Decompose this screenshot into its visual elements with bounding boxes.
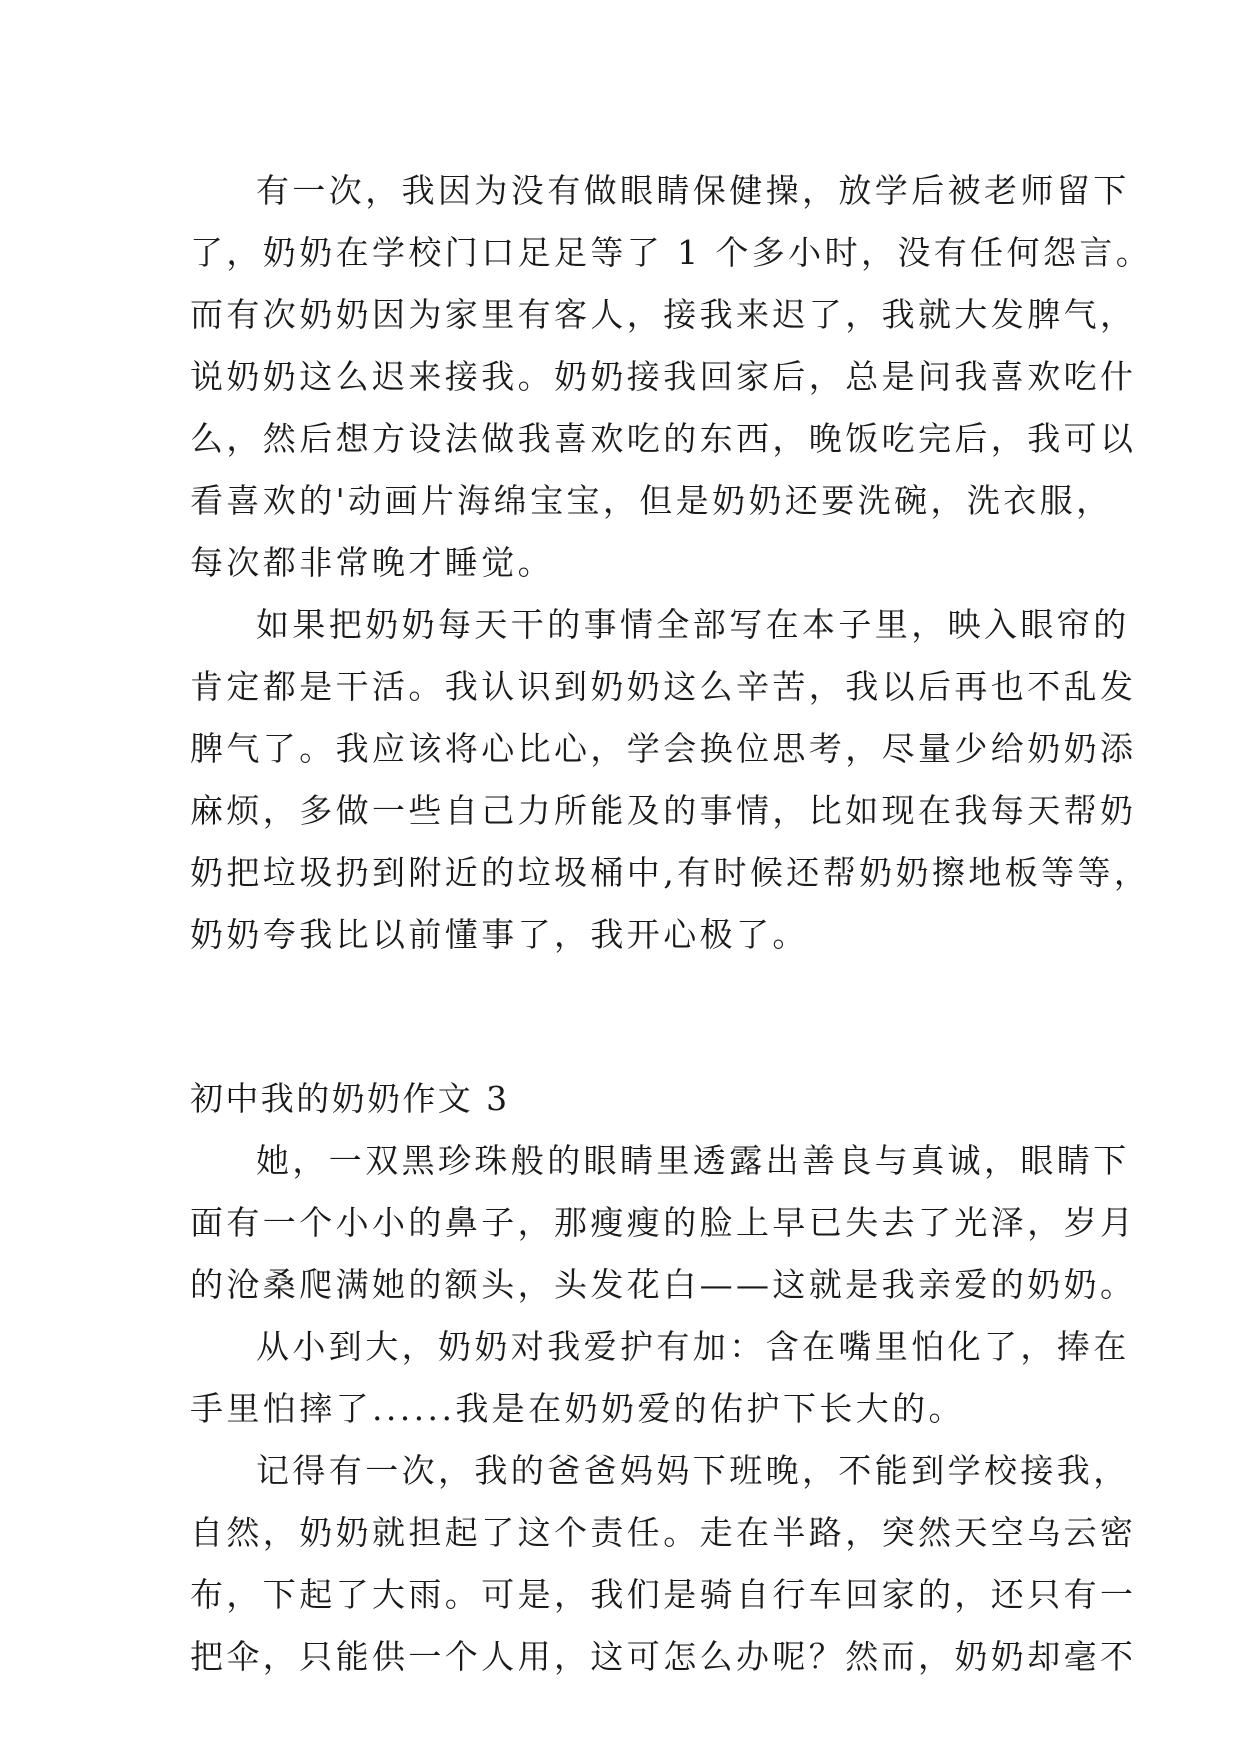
text-line: 了，奶奶在学校门口足足等了 1 个多小时，没有任何怨言。 xyxy=(190,233,1153,272)
text-line: 布，下起了大雨。可是，我们是骑自行车回家的，还只有一 xyxy=(190,1575,1137,1614)
section-title: 初中我的奶奶作文 3 xyxy=(190,1079,510,1118)
text-line: 记得有一次，我的爸爸妈妈下班晚，不能到学校接我， xyxy=(256,1451,1130,1490)
paragraph xyxy=(190,1130,1137,1316)
text-line: 么，然后想方设法做我喜欢吃的东西，晚饭吃完后，我可以 xyxy=(190,419,1137,458)
text-line: 脾气了。我应该将心比心，学会换位思考，尽量少给奶奶添 xyxy=(190,729,1137,768)
text-line: 手里怕摔了......我是在奶奶爱的佑护下长大的。 xyxy=(190,1389,965,1428)
text-line: 自然，奶奶就担起了这个责任。走在半路，突然天空乌云密 xyxy=(190,1513,1137,1552)
text-line: 面有一个小小的鼻子，那瘦瘦的脸上早已失去了光泽，岁月 xyxy=(190,1203,1137,1242)
text-line: 从小到大，奶奶对我爱护有加：含在嘴里怕化了，捧在 xyxy=(256,1327,1130,1366)
text-line: 每次都非常晚才睡觉。 xyxy=(190,543,554,582)
paragraph xyxy=(190,594,1151,1028)
text-line: 看喜欢的'动画片海绵宝宝，但是奶奶还要洗碗，洗衣服， xyxy=(190,481,1113,520)
section-spacer xyxy=(190,1028,1070,1068)
text-line: 肯定都是干活。我认识到奶奶这么辛苦，我以后再也不乱发 xyxy=(190,667,1137,706)
text-line: 而有次奶奶因为家里有客人，接我来迟了，我就大发脾气， xyxy=(190,295,1137,334)
document-body xyxy=(190,160,1153,1688)
text-line: 有一次，我因为没有做眼睛保健操，放学后被老师留下 xyxy=(256,171,1130,210)
text-line: 如果把奶奶每天干的事情全部写在本子里，映入眼帘的 xyxy=(256,605,1130,644)
text-line: 她，一双黑珍珠般的眼睛里透露出善良与真诚，眼睛下 xyxy=(256,1141,1130,1180)
text-line: 说奶奶这么迟来接我。奶奶接我回家后，总是问我喜欢吃什 xyxy=(190,357,1137,396)
text-line: 奶把垃圾扔到附近的垃圾桶中,有时候还帮奶奶擦地板等等， xyxy=(190,853,1151,892)
text-line: 奶奶夸我比以前懂事了，我开心极了。 xyxy=(190,915,809,954)
text-line: 麻烦，多做一些自己力所能及的事情，比如现在我每天帮奶 xyxy=(190,791,1137,830)
paragraph xyxy=(190,1440,1137,1688)
paragraph xyxy=(190,160,1153,594)
text-line: 把伞，只能供一个人用，这可怎么办呢？然而，奶奶却毫不 xyxy=(190,1637,1137,1676)
text-line: 的沧桑爬满她的额头，头发花白——这就是我亲爱的奶奶。 xyxy=(190,1265,1137,1304)
text-line xyxy=(190,966,1070,1028)
paragraph xyxy=(190,1316,1130,1440)
